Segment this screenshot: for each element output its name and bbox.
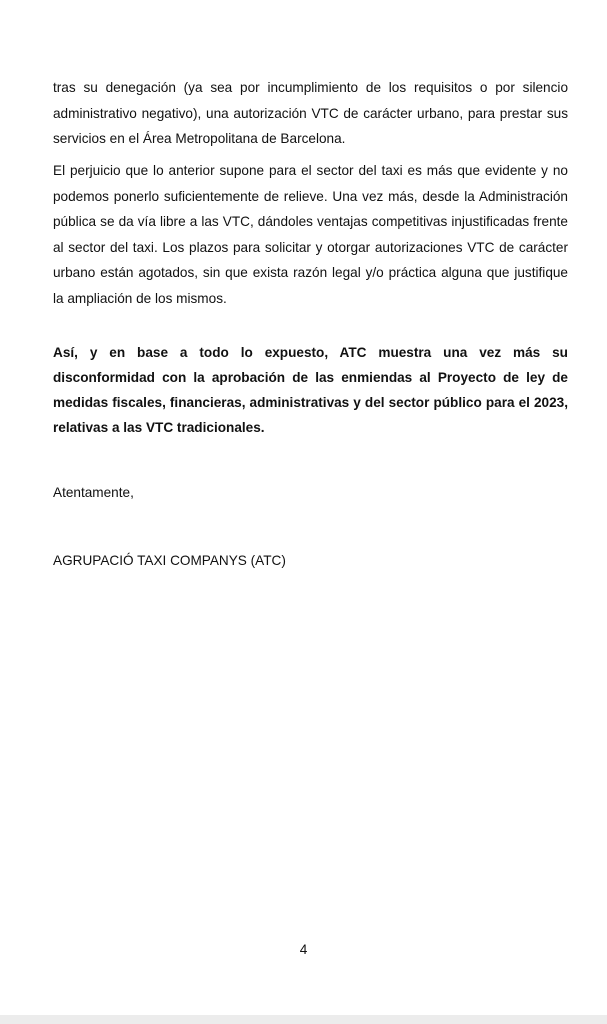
body-paragraph: El perjuicio que lo anterior supone para el sector del taxi es más que evidente y no podemos ponerlo suficientemente de relieve. Una vez más, desde la Administración pública se da vía libre a las VTC, dándoles ventajas competitivas injustificadas frente al sector del taxi. Los plazos para solicitar y otorgar autorizaciones VTC de carácter urbano están agotados, sin que exista razón legal y/o práctica alguna que justifique la ampliación de los mismos. [53, 163, 568, 306]
signature: AGRUPACIÓ TAXI COMPANYS (ATC) [53, 553, 286, 568]
page-bottom-edge [0, 1015, 607, 1024]
page-number: 4 [299, 942, 308, 957]
conclusion-paragraph: Así, y en base a todo lo expuesto, ATC muestra una vez más su disconformidad con la aprobación de las enmiendas al Proyecto de ley de medidas fiscales, financieras, administrativas y del sector público para el 2023, relativas a las VTC tradicionales. [53, 345, 568, 435]
body-paragraph: tras su denegación (ya sea por incumplimiento de los requisitos o por silencio administrativo negativo), una autorización VTC de carácter urbano, para prestar sus servicios en el Área Metropolitana de Barcelona. [53, 80, 568, 146]
closing-salutation: Atentamente, [53, 485, 134, 500]
